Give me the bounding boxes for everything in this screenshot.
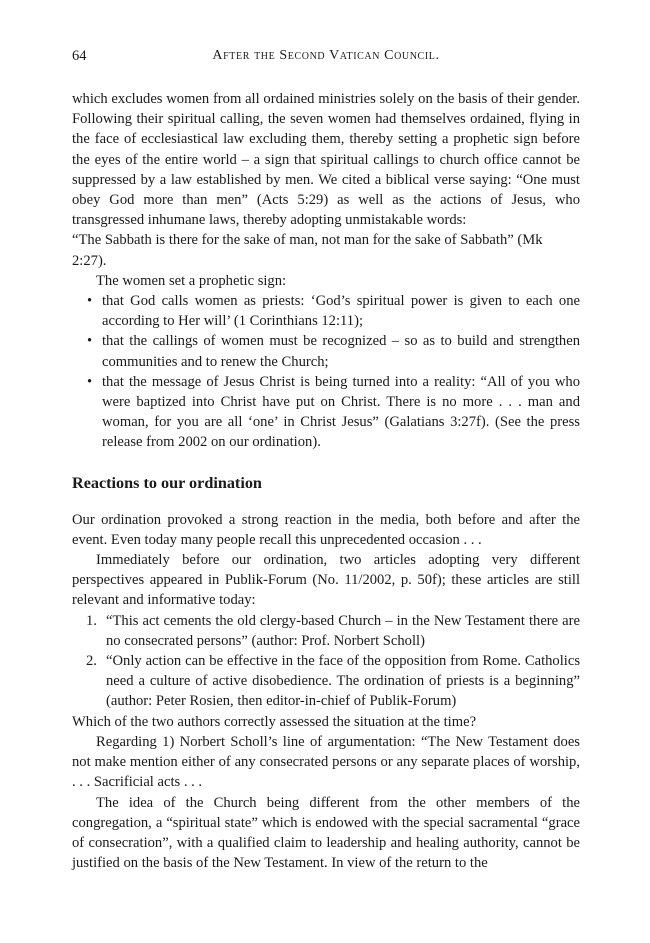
item-text: “Only action can be effective in the face of the opposition from Rome. Catholics need a culture of active disobedience. The ordination of priests is a beginning” (author: Peter Rosien, then editor-in-chief of Publik-Forum) bbox=[106, 653, 580, 710]
bullet-icon: • bbox=[87, 373, 93, 390]
bullet-text: that the callings of women must be recognized – so as to build and strengthen communities and to renew the Church; bbox=[102, 333, 580, 370]
bullet-item bbox=[72, 331, 580, 371]
numbered-list bbox=[72, 611, 580, 712]
bullet-icon: • bbox=[87, 293, 93, 310]
paragraph: Our ordination provoked a strong reaction in the media, both before and after the event. Even today many people recall this unprecedented occasion . . . bbox=[72, 511, 580, 548]
page-number: 64 bbox=[72, 48, 87, 64]
quote-paragraph: “The Sabbath is there for the sake of man, not man for the sake of Sabbath” (Mk 2:27). bbox=[72, 232, 543, 269]
bullet-text: that the message of Jesus Christ is being turned into a reality: “All of you who were baptized into Christ have put on Christ. There is no more . . . man and woman, for you are all ‘one’ in Christ Jesus” (Galatians 3:27f). (See the press release from 2002 on our ordination). bbox=[102, 373, 580, 451]
bullet-list bbox=[72, 291, 580, 453]
bullet-item bbox=[72, 291, 580, 331]
page-header bbox=[72, 48, 580, 68]
item-number: 2. bbox=[86, 653, 97, 670]
page-body bbox=[72, 89, 580, 873]
numbered-item bbox=[72, 651, 580, 712]
running-title: After the Second Vatican Council. bbox=[212, 48, 440, 63]
item-number: 1. bbox=[86, 612, 97, 629]
paragraph: The women set a prophetic sign: bbox=[96, 272, 287, 289]
bullet-item bbox=[72, 372, 580, 453]
section-heading: Reactions to our ordination bbox=[72, 473, 262, 492]
paragraph: The idea of the Church being different from the other members of the congregation, a “spiritual state” which is endowed with the special sacramental “grace of consecration”, with a qualified claim to leadership and healing authority, cannot be justified on the basis of the New Testament. In view of the return to the bbox=[72, 794, 580, 872]
paragraph: Immediately before our ordination, two articles adopting very different perspectives appeared in Publik-Forum (No. 11/2002, p. 50f); these articles are still relevant and informative today: bbox=[72, 552, 580, 609]
numbered-item bbox=[72, 611, 580, 651]
paragraph: which excludes women from all ordained ministries solely on the basis of their gender. Following their spiritual calling, the seven women had themselves ordained, flying in the face of ecclesiastical law excluding them, thereby setting a prophetic sign before the eyes of the entire world – a sign that spiritual callings to church office cannot be suppressed by a law established by men. We cited a biblical verse saying: “One must obey God more than men” (Acts 5:29) as well as the actions of Jesus, who transgressed inhumane laws, thereby adopting unmistakable words: bbox=[72, 91, 580, 229]
bullet-icon: • bbox=[87, 333, 93, 350]
paragraph: Regarding 1) Norbert Scholl’s line of argumentation: “The New Testament does not make mention either of any consecrated persons or any separate places of worship, . . . Sacrificial acts . . . bbox=[72, 733, 580, 791]
bullet-text: that God calls women as priests: ‘God’s spiritual power is given to each one according to Her will’ (1 Corinthians 12:11); bbox=[102, 293, 580, 330]
item-text: “This act cements the old clergy-based Church – in the New Testament there are no consecrated persons” (author: Prof. Norbert Scholl) bbox=[106, 612, 580, 649]
paragraph: Which of the two authors correctly assessed the situation at the time? bbox=[72, 713, 477, 730]
